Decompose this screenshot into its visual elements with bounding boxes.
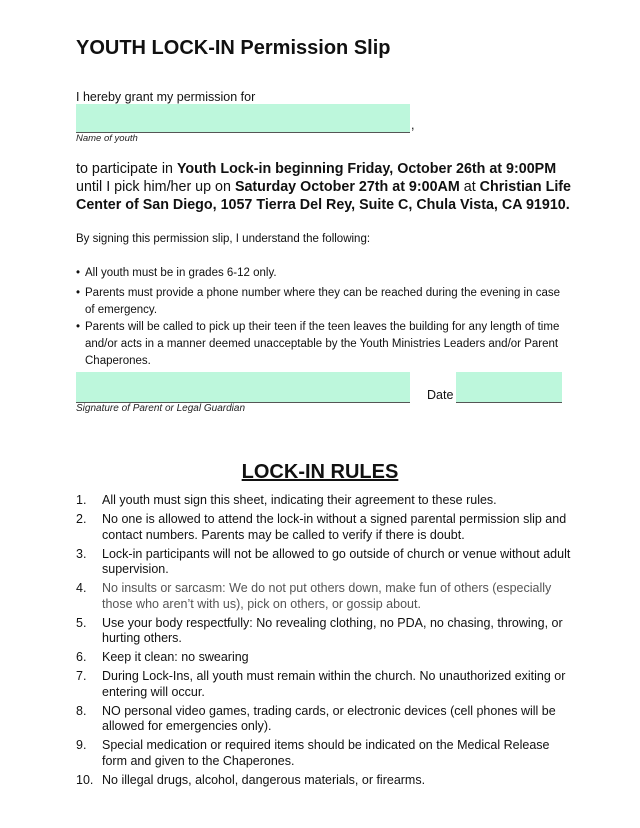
rule-item	[76, 493, 576, 509]
rule-item	[76, 704, 576, 735]
rule-number: 8.	[76, 703, 87, 718]
grant-text: I hereby grant my permission for	[76, 90, 256, 104]
list-item: • Parents will be called to pick up their teen if the teen leaves the building for any length of time and/or acts in a manner deemed unacceptable by the Youth Ministries Leaders and/or Parent Chaperones.	[76, 321, 560, 367]
rule-text: Keep it clean: no swearing	[102, 650, 249, 664]
rule-text: During Lock-Ins, all youth must remain within the church. No unauthorized exiting or entering will occur.	[102, 669, 566, 699]
rule-item	[76, 616, 576, 647]
list-item: • All youth must be in grades 6-12 only.	[76, 267, 277, 279]
text: at	[459, 179, 480, 195]
rule-number: 10.	[76, 772, 94, 787]
rule-text: Special medication or required items should be indicated on the Medical Release form and given to the Chaperones.	[102, 738, 550, 768]
rule-item	[76, 512, 576, 543]
rule-number: 9.	[76, 738, 87, 752]
signature-input[interactable]	[76, 372, 410, 403]
page-title: YOUTH LOCK-IN Permission Slip	[76, 37, 391, 59]
event-end: Saturday October 27th at 9:00AM	[234, 179, 460, 195]
item-text: Parents will be called to pick up their teen if the teen leaves the building for any length of time and/or acts in a manner deemed unacceptable by the Youth Ministries Leaders and/or Parent Chaperones.	[85, 321, 560, 367]
rule-number: 7.	[76, 669, 87, 683]
rule-number: 6.	[76, 650, 87, 664]
rules-title: LOCK-IN RULES	[241, 461, 399, 483]
participation-paragraph	[76, 160, 576, 214]
text: until I pick him/her up on	[76, 179, 235, 195]
conditions-list	[76, 265, 566, 370]
rule-item	[76, 738, 576, 769]
rule-text: All youth must sign this sheet, indicating their agreement to these rules.	[102, 493, 497, 507]
date-input[interactable]	[456, 372, 562, 403]
signature-caption: Signature of Parent or Legal Guardian	[76, 403, 245, 414]
rule-number: 1.	[76, 493, 87, 507]
event-location: Christian Life Center of San Diego, 1057 Tierra Del Rey, Suite C, Chula Vista, CA 91910.	[76, 179, 572, 213]
text: to participate in	[76, 161, 177, 177]
understand-text: By signing this permission slip, I understand the following:	[76, 233, 371, 245]
item-text: Parents must provide a phone number where they can be reached during the evening in case of emergency.	[85, 287, 560, 316]
youth-name-input[interactable]	[76, 104, 410, 133]
rule-number: 3.	[76, 546, 87, 561]
rule-item	[76, 650, 576, 666]
date-label: Date	[427, 388, 454, 402]
rule-number: 2.	[76, 512, 87, 526]
rule-item	[76, 773, 576, 789]
rule-item	[76, 669, 576, 700]
rule-item	[76, 581, 576, 612]
item-text: All youth must be in grades 6-12 only.	[85, 267, 277, 279]
list-item: • Parents must provide a phone number where they can be reached during the evening in case of emergency.	[76, 287, 560, 316]
rule-text: NO personal video games, trading cards, or electronic devices (cell phones will be allowed for emergencies only).	[102, 703, 556, 733]
rule-text: No insults or sarcasm: We do not put others down, make fun of others (especially those who aren’t with us), pick on others, or gossip about.	[102, 581, 552, 611]
youth-name-caption: Name of youth	[76, 133, 138, 144]
rule-text: No illegal drugs, alcohol, dangerous materials, or firearms.	[102, 772, 426, 787]
rule-number: 4.	[76, 581, 87, 595]
comma: ,	[411, 118, 415, 132]
rule-number: 5.	[76, 615, 87, 630]
event-start: Youth Lock-in beginning Friday, October 26th at 9:00PM	[176, 161, 557, 177]
rule-item	[76, 547, 576, 578]
rules-list	[76, 493, 576, 792]
rule-text: Use your body respectfully: No revealing clothing, no PDA, no chasing, throwing, or hurting others.	[102, 615, 563, 645]
rule-text: No one is allowed to attend the lock-in without a signed parental permission slip and contact numbers. Parents may be called to verify if there is doubt.	[102, 512, 567, 542]
rule-text: Lock-in participants will not be allowed to go outside of church or venue without adult supervision.	[102, 546, 571, 576]
